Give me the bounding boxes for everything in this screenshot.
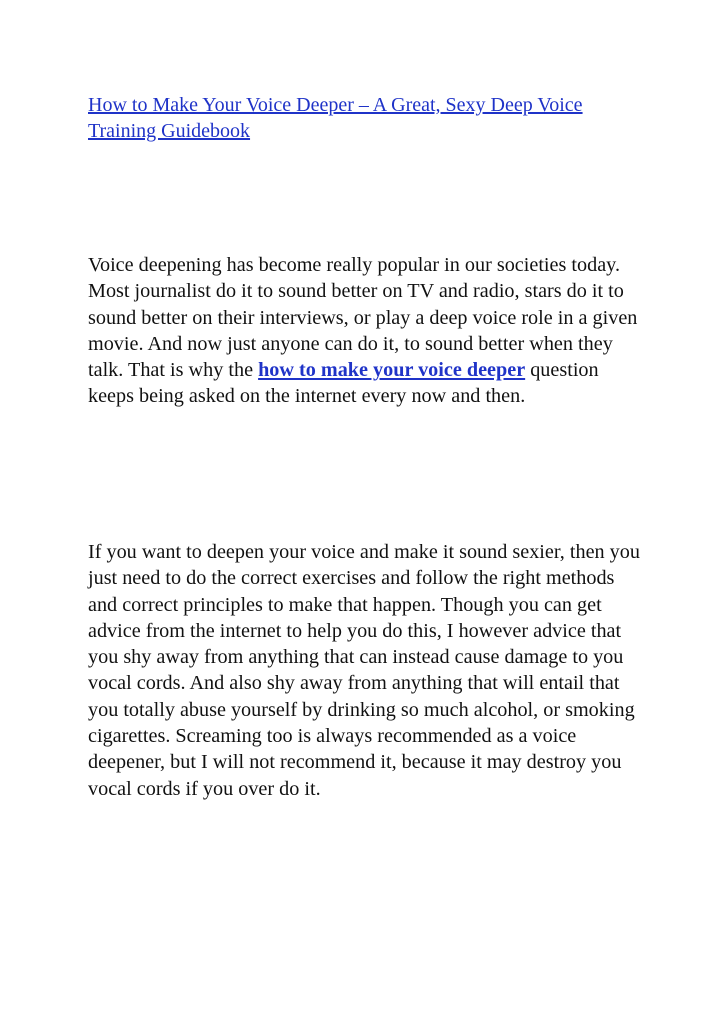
paragraph-intro	[88, 252, 648, 410]
document-title	[88, 92, 648, 144]
inline-keyword-link[interactable]: how to make your voice deeper	[258, 359, 526, 382]
paragraph-intro-text-after: question keeps being asked on the internet every now and then.	[88, 359, 599, 408]
title-link[interactable]: How to Make Your Voice Deeper – A Great, Sexy Deep Voice Training Guidebook	[88, 94, 583, 142]
paragraph-advice: If you want to deepen your voice and make it sound sexier, then you just need to do the correct exercises and follow the right methods and correct principles to make that happen. Though you can get advice from the internet to help you do this, I however advice that you shy away from anything that can instead cause damage to you vocal cords. And also shy away from anything that will entail that you totally abuse yourself by drinking so much alcohol, or smoking cigarettes. Screaming too is always recommended as a voice deepener, but I will not recommend it, because it may destroy you vocal cords if you over do it.	[88, 541, 640, 800]
paragraph-intro-text-before: Voice deepening has become really popular in our societies today. Most journalist do it to sound better on TV and radio, stars do it to sound better on their interviews, or play a deep voice role in a given movie. And now just anyone can do it, to sound better when they talk. That is why the	[88, 254, 638, 382]
